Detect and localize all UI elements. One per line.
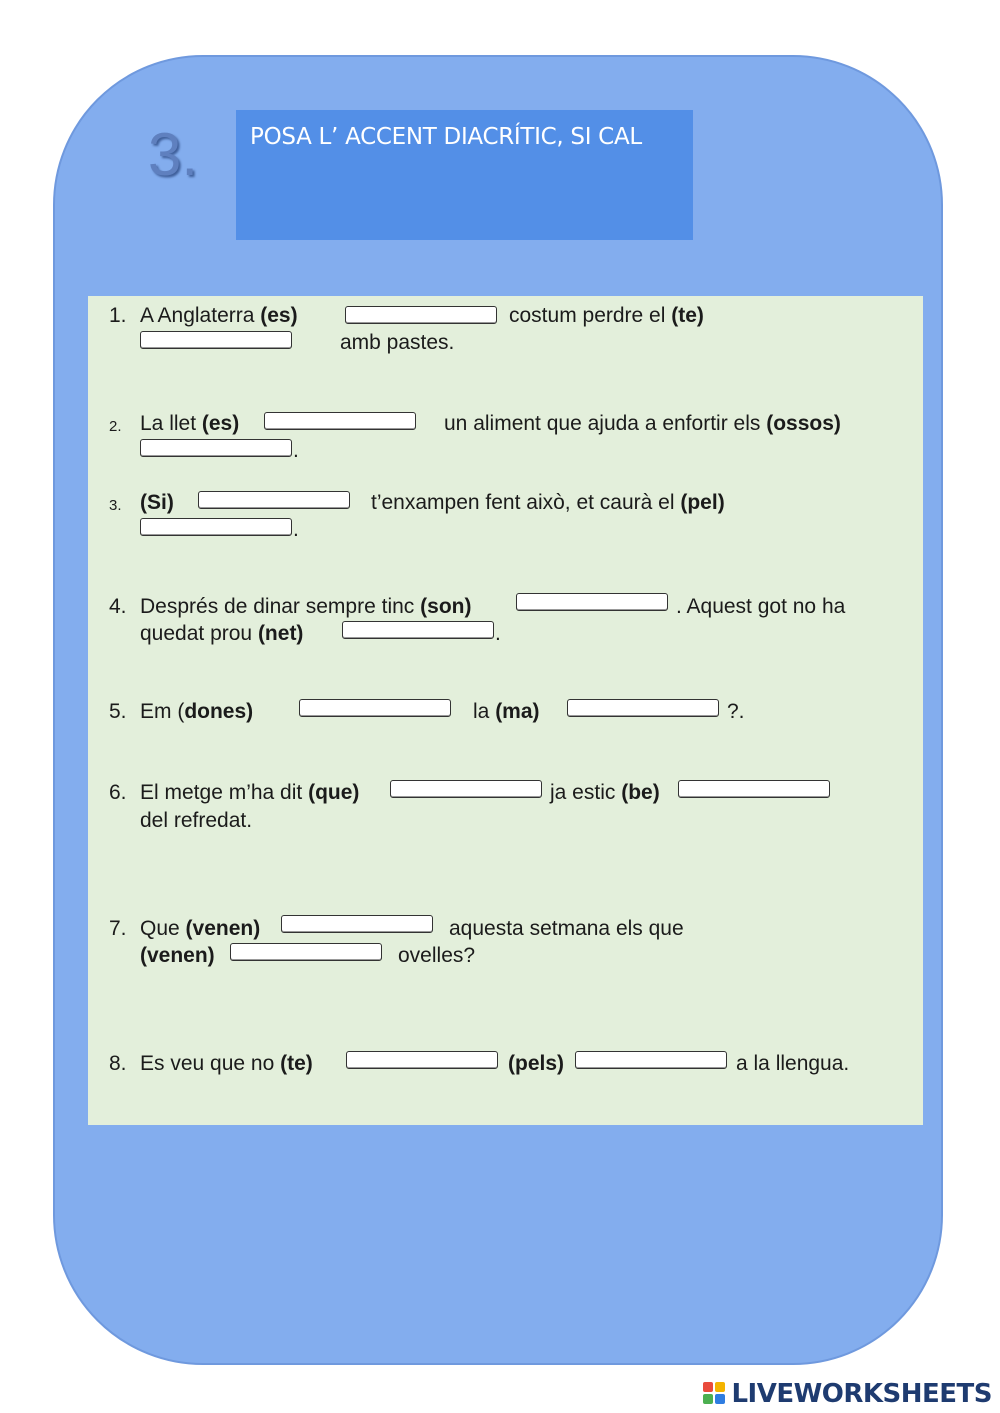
item-8-end: a la llengua. bbox=[736, 1052, 850, 1075]
answer-field-3a[interactable] bbox=[198, 491, 350, 509]
answer-field-8a[interactable] bbox=[346, 1051, 498, 1069]
item-3-text: (Si) bbox=[140, 491, 174, 514]
answer-field-1b[interactable] bbox=[140, 331, 292, 349]
item-4-text-b: . Aquest got no ha bbox=[676, 595, 846, 618]
exercise-number: 3. bbox=[148, 121, 199, 188]
answer-field-8b[interactable] bbox=[575, 1051, 727, 1069]
answer-field-5b[interactable] bbox=[567, 699, 719, 717]
logo-icon bbox=[703, 1382, 727, 1406]
item-2-text: La llet (es) bbox=[140, 412, 240, 435]
brand-name: LIVEWORKSHEETS bbox=[731, 1379, 992, 1409]
answer-field-6a[interactable] bbox=[390, 780, 542, 798]
item-number: 5. bbox=[109, 700, 127, 723]
item-3-text-b: t’enxampen fent això, et caurà el (pel) bbox=[371, 491, 725, 514]
answer-field-7b[interactable] bbox=[230, 943, 382, 961]
item-7-line2: (venen) bbox=[140, 944, 215, 967]
item-5-text: Em (dones) bbox=[140, 700, 254, 723]
answer-field-4b[interactable] bbox=[342, 621, 494, 639]
item-number: 3. bbox=[109, 497, 122, 514]
item-2-text-b: un aliment que ajuda a enfortir els (ossos) bbox=[444, 412, 841, 435]
item-number: 8. bbox=[109, 1052, 127, 1075]
answer-field-4a[interactable] bbox=[516, 593, 668, 611]
item-number: 1. bbox=[109, 304, 127, 327]
exercise-panel bbox=[88, 296, 923, 1125]
answer-field-7a[interactable] bbox=[281, 915, 433, 933]
item-number: 6. bbox=[109, 781, 127, 804]
item-3-end: . bbox=[293, 518, 299, 541]
item-4-end: . bbox=[495, 622, 501, 645]
item-4-line2: quedat prou (net) bbox=[140, 622, 304, 645]
item-7-text: Que (venen) bbox=[140, 917, 261, 940]
item-8-text: Es veu que no (te) bbox=[140, 1052, 313, 1075]
item-4-text: Després de dinar sempre tinc (son) bbox=[140, 595, 472, 618]
item-number: 7. bbox=[109, 917, 127, 940]
answer-field-5a[interactable] bbox=[299, 699, 451, 717]
item-6-text-b: ja estic (be) bbox=[550, 781, 660, 804]
item-1-text: A Anglaterra (es) bbox=[140, 304, 298, 327]
item-number: 2. bbox=[109, 418, 122, 435]
item-8-text-b: (pels) bbox=[508, 1052, 565, 1075]
item-6-text: El metge m’ha dit (que) bbox=[140, 781, 360, 804]
exercise-title: POSA L’ ACCENT DIACRÍTIC, SI CAL bbox=[250, 124, 642, 150]
item-1-text-b: costum perdre el (te) bbox=[509, 304, 704, 327]
item-1-line2: amb pastes. bbox=[340, 331, 455, 354]
item-number: 4. bbox=[109, 595, 127, 618]
answer-field-2a[interactable] bbox=[264, 412, 416, 430]
answer-field-1a[interactable] bbox=[345, 306, 497, 324]
answer-field-3b[interactable] bbox=[140, 518, 292, 536]
liveworksheets-logo bbox=[703, 1378, 992, 1410]
answer-field-2b[interactable] bbox=[140, 439, 292, 457]
item-5-end: ?. bbox=[727, 700, 745, 723]
title-box bbox=[236, 110, 693, 240]
answer-field-6b[interactable] bbox=[678, 780, 830, 798]
item-5-text-b: la (ma) bbox=[473, 700, 540, 723]
item-6-line2: del refredat. bbox=[140, 809, 253, 832]
item-2-end: . bbox=[293, 439, 299, 462]
item-7-end: ovelles? bbox=[398, 944, 476, 967]
item-7-text-b: aquesta setmana els que bbox=[449, 917, 684, 940]
